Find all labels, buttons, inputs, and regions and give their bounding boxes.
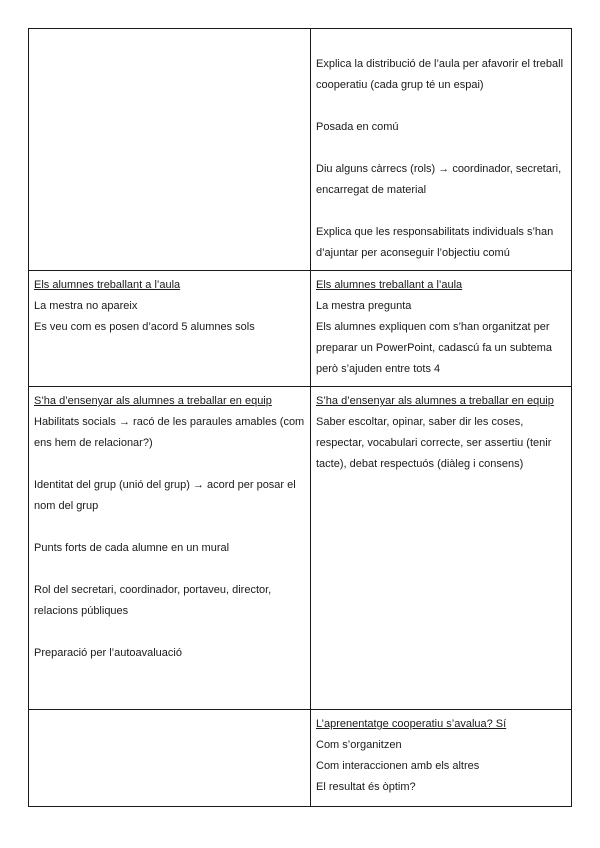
blank-line	[316, 138, 566, 159]
row3-left-line-5: Preparació per l’autoavaluació	[34, 647, 182, 659]
row3-left-cell	[29, 387, 311, 710]
blank-line	[316, 96, 566, 117]
row2-right-heading: Els alumnes treballant a l’aula	[316, 279, 463, 291]
notes-table	[28, 28, 572, 807]
row3-left-line-3: Punts forts de cada alumne en un mural	[34, 542, 230, 554]
blank-line	[316, 201, 566, 222]
row4-left-cell	[29, 710, 311, 807]
row4-right-line-2: Com interaccionen amb els altres	[316, 760, 480, 772]
row1-left-cell	[29, 29, 311, 271]
row2-right-cell	[311, 271, 572, 387]
row3-left-line-4: Rol del secretari, coordinador, portaveu, director, relacions públiques	[34, 584, 272, 617]
blank-line	[316, 33, 566, 54]
row1-right-line-1: Explica la distribució de l’aula per afavorir el treball cooperatiu (cada grup té un espai)	[316, 58, 564, 91]
table-row-3	[29, 387, 572, 710]
row4-right-cell	[311, 710, 572, 807]
table-row-2	[29, 271, 572, 387]
blank-line	[34, 559, 305, 580]
row2-left-line-2: Es veu com es posen d’acord 5 alumnes sols	[34, 321, 255, 333]
row3-left-line-1: Habilitats socials → racó de les paraules amables (com ens hem de relacionar?)	[34, 416, 305, 449]
row1-right-line-4: Explica que les responsabilitats individuals s’han d’ajuntar per aconseguir l’objectiu comú	[316, 226, 554, 259]
row2-right-line-2: Els alumnes expliquen com s’han organitzat per preparar un PowerPoint, cadascú fa un subtema però s’ajuden entre tots 4	[316, 321, 553, 375]
blank-line	[34, 454, 305, 475]
row2-left-line-1: La mestra no apareix	[34, 300, 138, 312]
row2-right-line-1: La mestra pregunta	[316, 300, 412, 312]
row4-right-line-1: Com s’organitzen	[316, 739, 402, 751]
table-row-1	[29, 29, 572, 271]
row3-left-heading: S’ha d’ensenyar als alumnes a treballar en equip	[34, 395, 272, 407]
row1-right-cell	[311, 29, 572, 271]
row1-right-line-3: Diu alguns càrrecs (rols) → coordinador, secretari, encarregat de material	[316, 163, 562, 196]
row1-right-line-2: Posada en comú	[316, 121, 399, 133]
table-row-4	[29, 710, 572, 807]
row4-right-line-3: El resultat és òptim?	[316, 781, 416, 793]
row3-right-heading: S’ha d’ensenyar als alumnes a treballar en equip	[316, 395, 554, 407]
row2-left-heading: Els alumnes treballant a l’aula	[34, 279, 181, 291]
row3-right-line-1: Saber escoltar, opinar, saber dir les coses, respectar, vocabulari correcte, ser assertiu (tenir tacte), debat respectuós (diàleg i consens)	[316, 416, 552, 470]
blank-line	[34, 517, 305, 538]
row2-left-cell	[29, 271, 311, 387]
blank-line	[34, 622, 305, 643]
row3-left-line-2: Identitat del grup (unió del grup) → acord per posar el nom del grup	[34, 479, 296, 512]
row3-right-cell	[311, 387, 572, 710]
row4-right-heading: L’aprenentatge cooperatiu s’avalua? Sí	[316, 718, 507, 730]
